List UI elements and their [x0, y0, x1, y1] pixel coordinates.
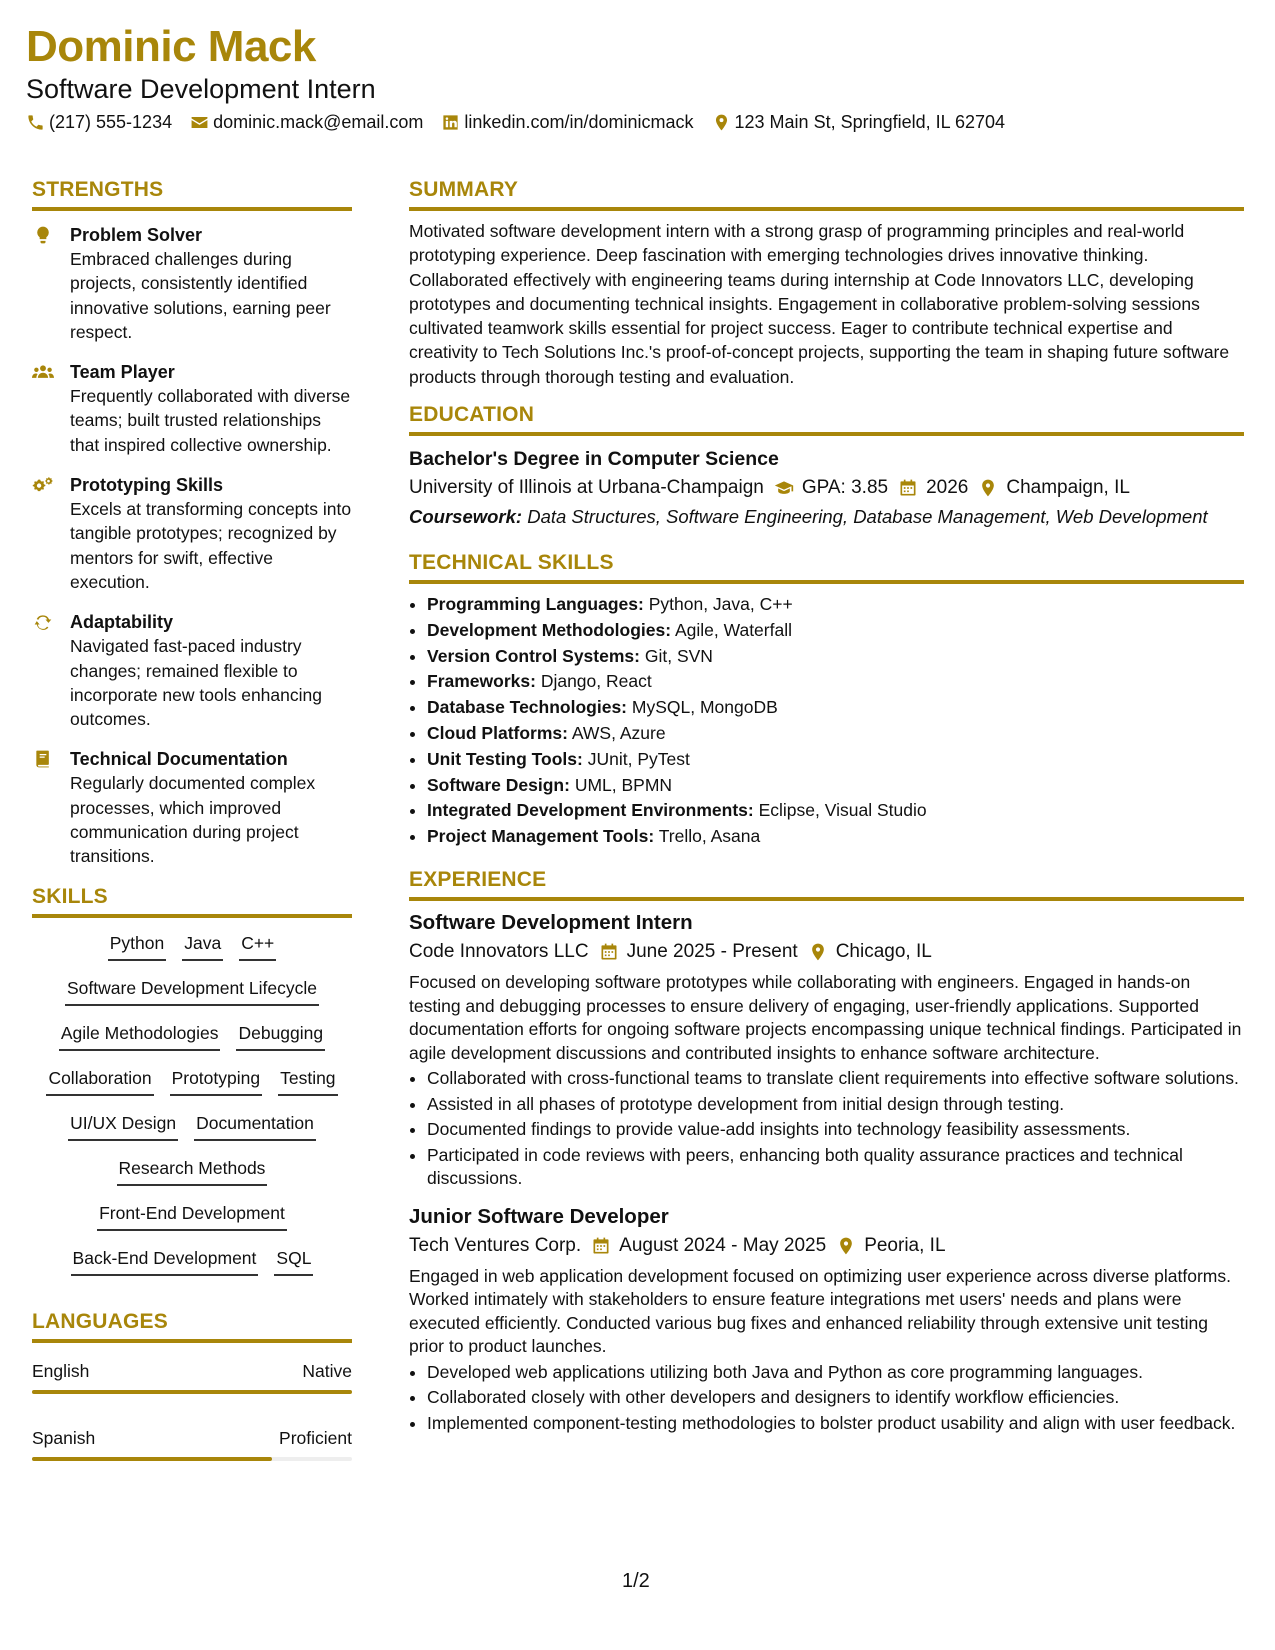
map-pin-icon [836, 1236, 856, 1256]
school-name: University of Illinois at Urbana-Champaign [409, 477, 764, 499]
strengths-heading: STRENGTHS [32, 178, 352, 211]
job-meta [409, 941, 1244, 963]
list-item [427, 618, 1244, 644]
strength-item [32, 360, 352, 457]
page-number: 1/2 [622, 1570, 650, 1592]
map-pin-icon [808, 942, 828, 962]
skill-value: Python, Java, C++ [648, 594, 793, 615]
language-bar [32, 1390, 352, 1394]
strength-title: Technical Documentation [70, 749, 288, 770]
skill-label: Version Control Systems: [427, 645, 640, 666]
skill-label: Unit Testing Tools: [427, 748, 583, 769]
education-heading: EDUCATION [409, 403, 1244, 436]
map-pin-icon [978, 478, 998, 498]
address-text: 123 Main St, Springfield, IL 62704 [734, 112, 1006, 132]
contact-address [712, 112, 1006, 133]
skill-label: Software Design: [427, 774, 570, 795]
skill-tag: Back-End Development [71, 1247, 259, 1276]
strengths-list [32, 223, 352, 869]
skill-tag: Testing [278, 1067, 337, 1096]
job-meta [409, 1235, 1244, 1257]
list-item [427, 773, 1244, 799]
skill-value: JUnit, PyTest [587, 748, 690, 769]
technical-skills-list [409, 592, 1244, 850]
job-entry [409, 1205, 1244, 1436]
job-description: Engaged in web application development focused on optimizing user experience across diverse platforms. Worked intimately with stakeholders to ensure feature integrations met users' needs and plans were executed efficiently. Conducted various bug fixes and enhanced reliability through extensive unit testing prior to product launches. [409, 1265, 1231, 1357]
job-title: Software Development Intern [409, 911, 693, 935]
skill-tag: C++ [239, 932, 276, 961]
list-item: • Collaborated with cross-functional teams to translate client requirements into effective software solutions. [427, 1067, 1244, 1091]
languages-heading: LANGUAGES [32, 1310, 352, 1343]
users-icon [32, 362, 54, 382]
strength-desc: Excels at transforming concepts into tangible prototypes; recognized by mentors for swift, effective execution. [70, 499, 352, 592]
strength-item [32, 223, 352, 344]
languages-list [32, 1361, 352, 1461]
language-item [32, 1361, 352, 1382]
language-level: Native [302, 1360, 352, 1381]
map-pin-icon [712, 113, 731, 132]
linkedin-icon [441, 113, 460, 132]
strength-item [32, 473, 352, 594]
skill-value: Trello, Asana [658, 826, 761, 847]
job-dates: August 2024 - May 2025 [619, 1234, 827, 1256]
technical-skills-heading: TECHNICAL SKILLS [409, 551, 1244, 584]
linkedin-link[interactable]: linkedin.com/in/dominicmack [464, 112, 694, 132]
phone-icon [26, 113, 45, 132]
graduation-cap-icon [774, 478, 794, 498]
education-location: Champaign, IL [1006, 477, 1130, 499]
lightbulb-icon [32, 225, 54, 245]
book-icon [32, 749, 54, 769]
language-bar [32, 1457, 352, 1461]
strength-title: Team Player [70, 362, 175, 383]
contact-phone [26, 112, 172, 133]
gears-icon [32, 475, 54, 495]
list-item [427, 644, 1244, 670]
job-description: Focused on developing software prototypes while collaborating with engineers. Engaged in hands-on testing and debugging processes to ensure delivery of engaging, user-friendly applications. Supported documentation efforts for ongoing software projects encompassing unique technical findings. Participated in agile development discussions and contributed insights to enhance software architecture. [409, 972, 1242, 1063]
skill-tag: Python [108, 932, 166, 961]
skill-tag: Front-End Development [97, 1202, 287, 1231]
list-item: • Participated in code reviews with peers, enhancing both quality assurance practices and technical discussions. [427, 1144, 1244, 1191]
skill-tag: Agile Methodologies [59, 1022, 221, 1051]
strength-desc: Navigated fast-paced industry changes; remained flexible to incorporate new tools enhancing outcomes. [70, 636, 322, 730]
job-location: Peoria, IL [864, 1234, 946, 1256]
candidate-title: Software Development Intern [26, 74, 376, 104]
skill-value: Django, React [540, 671, 652, 692]
job-bullets [409, 1067, 1244, 1191]
list-item [427, 798, 1244, 824]
language-name: English [32, 1360, 90, 1381]
envelope-icon [190, 113, 209, 132]
calendar-icon [599, 942, 619, 962]
list-item [427, 695, 1244, 721]
language-level: Proficient [279, 1427, 352, 1448]
gpa: GPA: 3.85 [801, 477, 889, 499]
skill-value: MySQL, MongoDB [631, 697, 778, 718]
list-item: • Implemented component-testing methodologies to bolster product usability and align with user feedback. [427, 1412, 1244, 1436]
coursework-list: Data Structures, Software Engineering, Database Management, Web Development [527, 506, 1208, 528]
language-bar-fill [32, 1457, 272, 1461]
skill-tag: Debugging [236, 1022, 325, 1051]
calendar-icon [591, 1236, 611, 1256]
skill-tag: Java [182, 932, 223, 961]
list-item [427, 747, 1244, 773]
skill-tag: Software Development Lifecycle [65, 977, 319, 1006]
contact-email [190, 112, 423, 133]
strength-desc: Embraced challenges during projects, consistently identified innovative solutions, earning peer respect. [70, 249, 331, 342]
skill-tag: Prototyping [170, 1067, 263, 1096]
skill-value: UML, BPMN [574, 774, 673, 795]
job-bullets [409, 1361, 1244, 1436]
strength-item [32, 610, 352, 731]
list-item [427, 721, 1244, 747]
language-item [32, 1428, 352, 1449]
skill-label: Project Management Tools: [427, 826, 655, 847]
company-name: Tech Ventures Corp. [409, 1234, 582, 1256]
strength-title: Problem Solver [70, 225, 203, 245]
contact-bar [26, 112, 1023, 133]
left-column [32, 178, 352, 1495]
phone-link[interactable]: (217) 555-1234 [49, 112, 173, 132]
strength-desc: Frequently collaborated with diverse teams; built trusted relationships that inspired collective ownership. [70, 386, 351, 455]
coursework [409, 505, 1244, 529]
company-name: Code Innovators LLC [409, 941, 589, 963]
skill-label: Frameworks: [427, 671, 536, 692]
skill-label: Development Methodologies: [427, 619, 672, 640]
strength-title: Prototyping Skills [70, 475, 224, 496]
job-entry [409, 911, 1244, 1191]
list-item [427, 824, 1244, 850]
skill-label: Integrated Development Environments: [427, 800, 754, 821]
list-item [427, 592, 1244, 618]
strength-desc: Regularly documented complex processes, which improved communication during project transitions. [70, 773, 316, 867]
job-title: Junior Software Developer [409, 1204, 669, 1228]
coursework-label: Coursework: [409, 506, 523, 528]
skill-label: Database Technologies: [427, 697, 628, 718]
email-link[interactable]: dominic.mack@email.com [213, 112, 424, 132]
list-item: • Documented findings to provide value-add insights into technology feasibility assessments. [427, 1118, 1244, 1142]
education-meta [409, 477, 1244, 499]
job-dates: June 2025 - Present [626, 941, 798, 963]
skill-value: Agile, Waterfall [674, 619, 792, 640]
list-item: • Assisted in all phases of prototype development from initial design through testing. [427, 1093, 1244, 1117]
language-name: Spanish [32, 1427, 96, 1448]
skill-tag: UI/UX Design [68, 1112, 178, 1141]
experience-heading: EXPERIENCE [409, 868, 1244, 901]
skill-tag: Documentation [194, 1112, 316, 1141]
list-item: • Developed web applications utilizing both Java and Python as core programming languages. [427, 1361, 1244, 1385]
job-location: Chicago, IL [835, 941, 932, 963]
sync-icon [32, 612, 54, 632]
right-column [409, 178, 1244, 1437]
strength-title: Adaptability [70, 612, 174, 633]
list-item: • Collaborated closely with other developers and designers to identify workflow efficiencies. [427, 1386, 1244, 1410]
skill-value: AWS, Azure [571, 723, 666, 744]
skills-heading: SKILLS [32, 885, 352, 918]
skill-tag: SQL [274, 1247, 313, 1276]
skill-tag: Research Methods [117, 1157, 268, 1186]
skill-label: Cloud Platforms: [427, 723, 568, 744]
degree-title: Bachelor's Degree in Computer Science [409, 448, 779, 471]
calendar-icon [898, 478, 918, 498]
language-bar-fill [32, 1390, 352, 1394]
skills-tags [32, 932, 352, 1276]
candidate-name: Dominic Mack [26, 22, 316, 71]
summary-heading: SUMMARY [409, 178, 1244, 211]
contact-linkedin [441, 112, 693, 133]
summary-text: Motivated software development intern with a strong grasp of programming principles and real-world prototyping experience. Deep fascination with emerging technologies drives innovative thinking. Collaborated effectively with engineering teams during internship at Code Innovators LLC, developing prototypes and documenting technical insights. Engagement in collaborative problem-solving sessions cultivated teamwork skills essential for project success. Eager to contribute technical expertise and creativity to Tech Solutions Inc.'s proof-of-concept projects, supporting the team in shaping future software products through thorough testing and evaluation. [409, 221, 1230, 387]
skill-label: Programming Languages: [427, 594, 644, 615]
skill-value: Eclipse, Visual Studio [758, 800, 927, 821]
strength-item [32, 747, 352, 868]
graduation-year: 2026 [926, 477, 969, 499]
skill-value: Git, SVN [644, 645, 713, 666]
list-item [427, 669, 1244, 695]
skill-tag: Collaboration [46, 1067, 153, 1096]
